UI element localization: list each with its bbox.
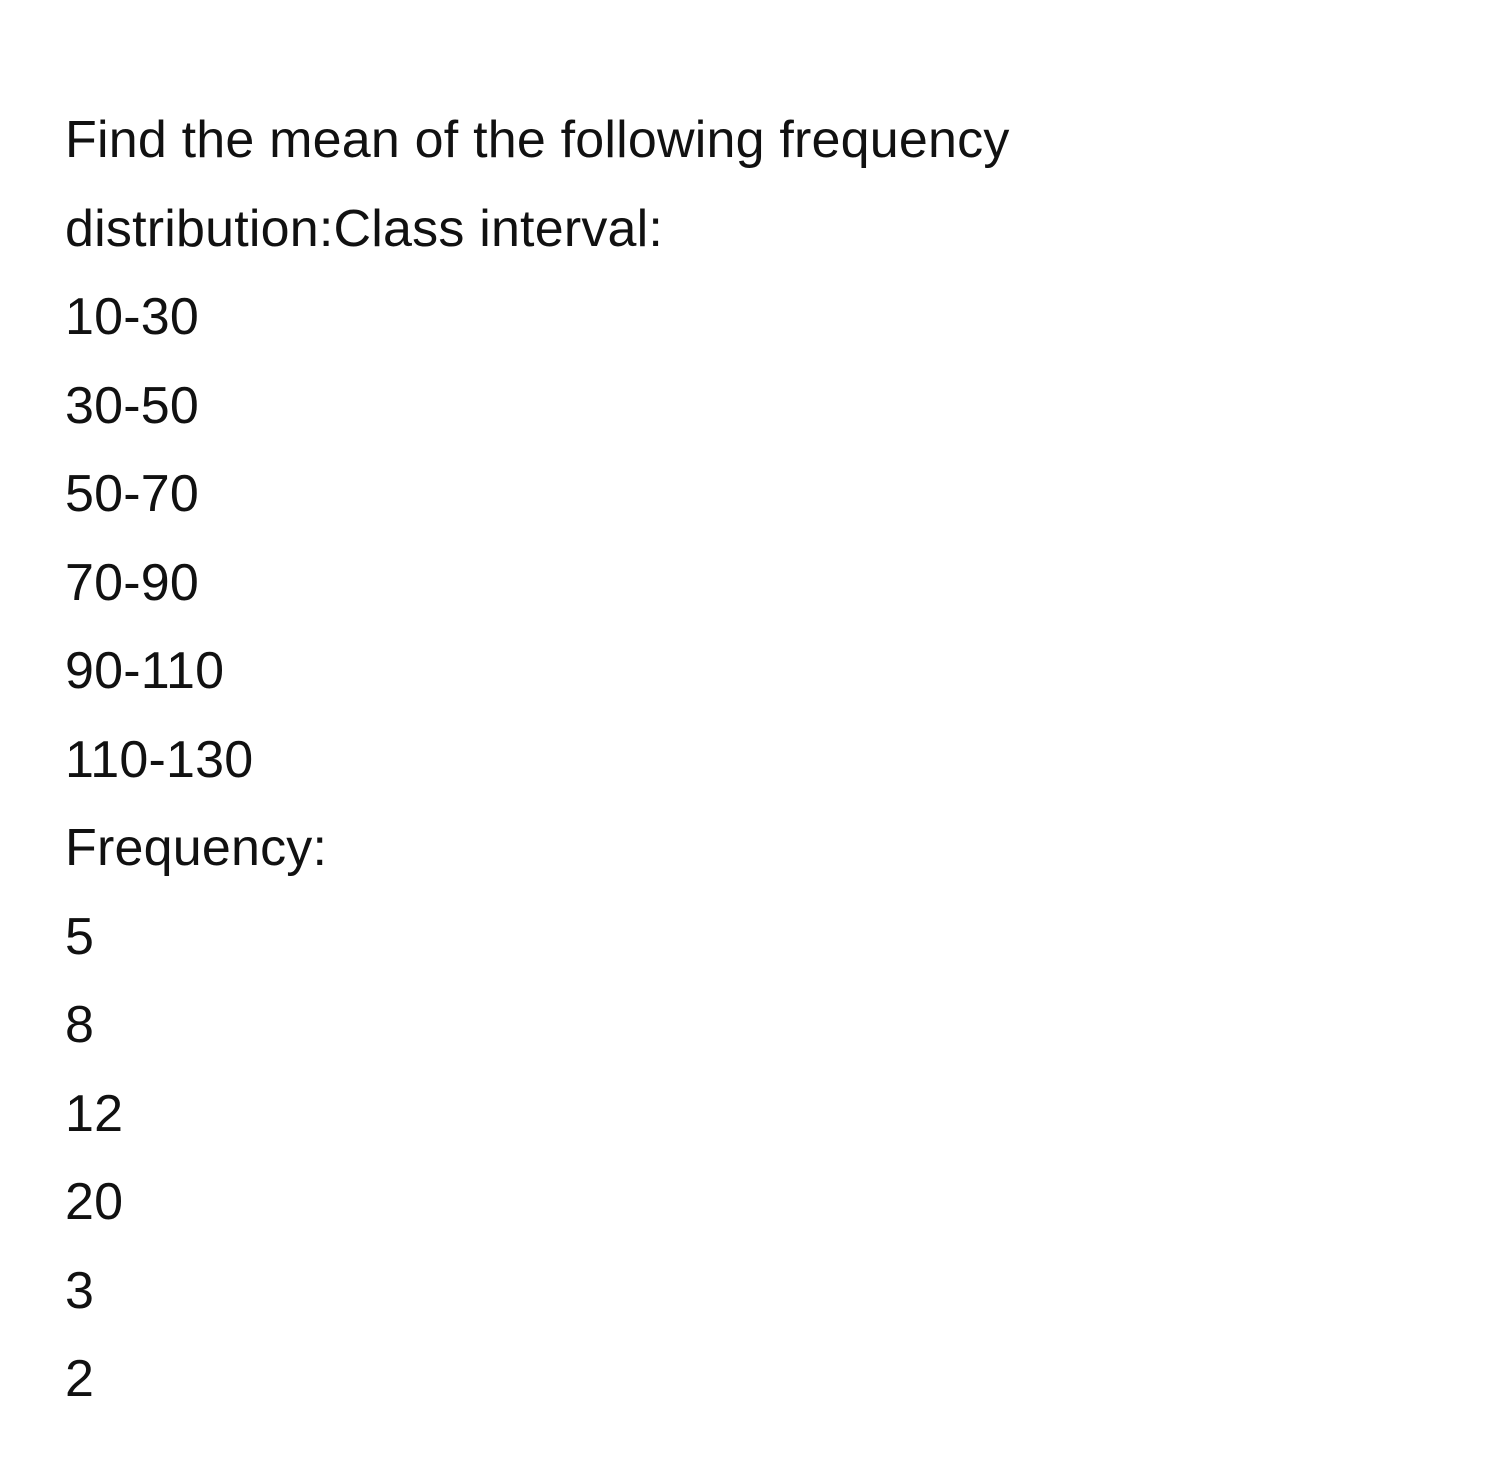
class-interval-item: 110-130 [65,730,254,789]
question-text-line-2: distribution:Class interval: [65,199,664,258]
class-interval-item: 90-110 [65,642,225,700]
class-interval-item: 50-70 [65,465,199,523]
frequency-label: Frequency: [65,819,328,877]
frequency-item: 12 [65,1084,124,1143]
class-interval-item: 70-90 [65,553,199,612]
frequency-item: 3 [65,1261,95,1320]
class-interval-item: 30-50 [65,376,199,435]
frequency-item: 8 [65,996,95,1054]
frequency-item: 20 [65,1173,124,1231]
question-text-line-1: Find the mean of the following frequency [65,111,1010,169]
frequency-item: 2 [65,1350,95,1408]
document-body [65,96,1445,1424]
class-interval-item: 10-30 [65,288,199,346]
frequency-item: 5 [65,907,95,966]
